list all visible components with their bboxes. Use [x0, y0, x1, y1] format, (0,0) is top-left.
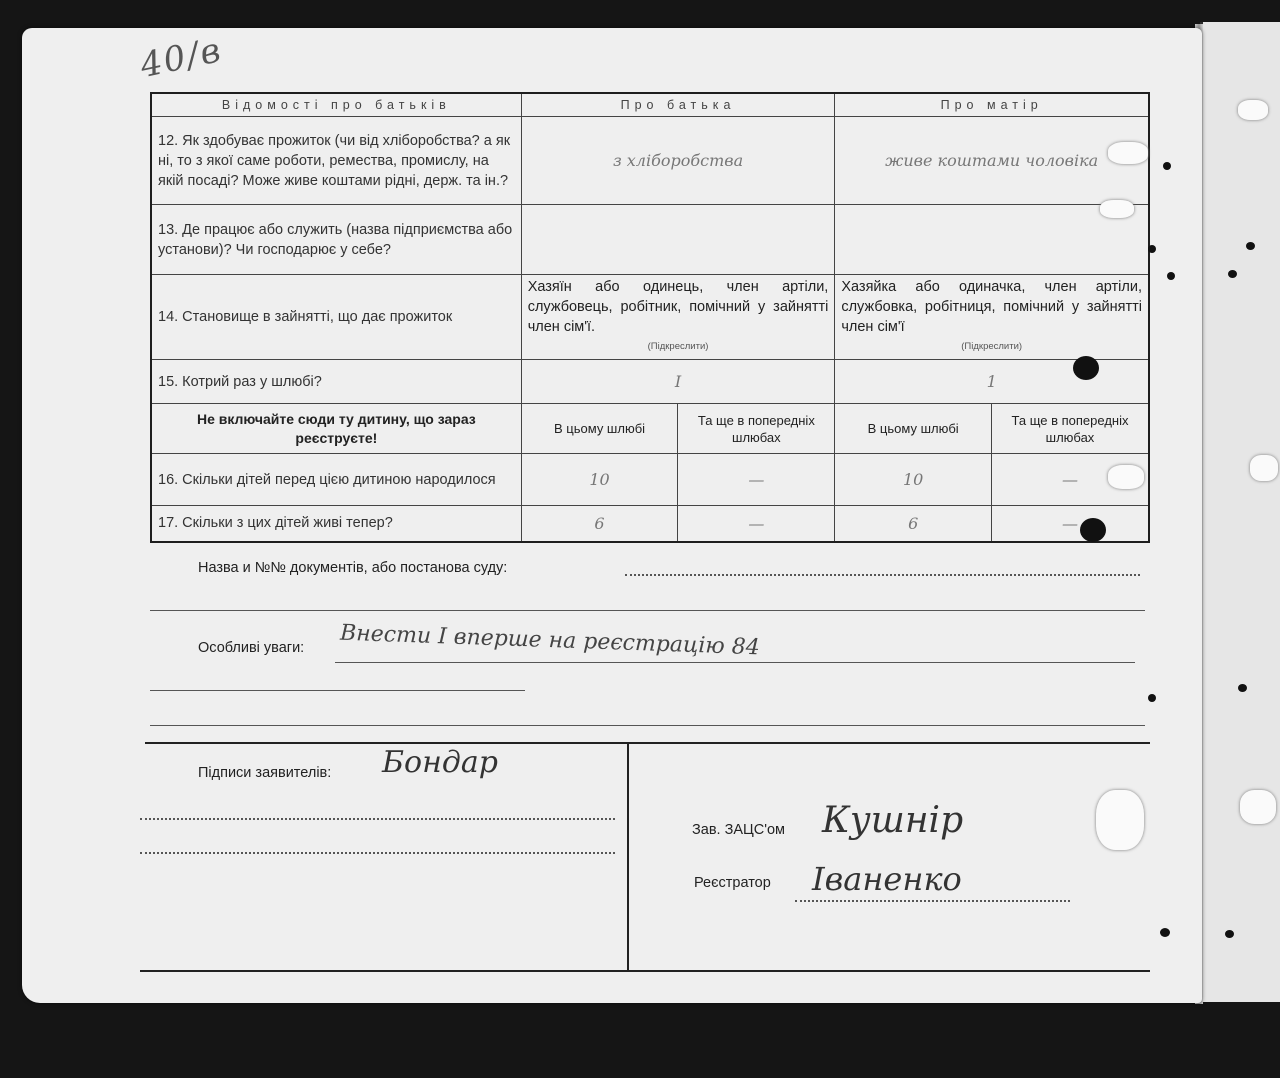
paper-tear: [1250, 455, 1278, 481]
applicants-signature-label: Підписи заявителів:: [198, 765, 332, 781]
registrar-signature: Іваненко: [812, 860, 962, 898]
table-row-q13: [151, 205, 1149, 275]
registrar-label: Реєстратор: [694, 875, 771, 891]
q15-mother: 1: [835, 360, 1149, 404]
q12-mother: живе коштами чоловіка: [835, 117, 1149, 205]
registrar-line: [795, 900, 1070, 902]
punch-hole: [1148, 694, 1156, 702]
remarks-line-1: [335, 662, 1135, 663]
applicants-signature: Бондар: [382, 745, 498, 780]
q14-father-note: (Підкреслити): [647, 341, 709, 352]
bottom-rule: [140, 970, 1150, 972]
q17-label: 17. Скільки з цих дітей живі тепер?: [151, 506, 521, 542]
q16-label: 16. Скільки дітей перед цією дитиною народилося: [151, 454, 521, 506]
punch-hole: [1167, 272, 1175, 280]
applicants-line-2: [140, 852, 615, 854]
father-prev-marriages-header: Та ще в попередніх шлюбах: [678, 404, 835, 454]
documents-label: Назва и №№ документів, або постанова суду:: [198, 560, 508, 576]
q14-father: [521, 275, 835, 360]
header-mother: Про матір: [835, 93, 1149, 117]
punch-hole: [1073, 356, 1099, 380]
q16-father-prev: —: [678, 454, 835, 506]
q16-mother-prev: —: [991, 454, 1149, 506]
documents-line-2: [150, 610, 1145, 611]
q12-label: 12. Як здобуває прожиток (чи від хліборобства? а як ні, то з якої саме роботи, ремества, промислу, на якій посаді? Може живе коштами рідні, держ. та ін.?: [151, 117, 521, 205]
table-row-q14: [151, 275, 1149, 360]
q14-mother-text: Хазяйка або одиначка, член артіли, службовка, робітниця, помічний у зайнятті член сім'ї: [841, 279, 1142, 335]
punch-hole: [1160, 928, 1170, 937]
q13-label: 13. Де працює або служить (назва підприємства або установи)? Чи господарює у себе?: [151, 205, 521, 275]
header-father: Про батька: [521, 93, 835, 117]
q17-mother-prev: —: [991, 506, 1149, 542]
table-header-row: [151, 93, 1149, 117]
table-row-q17: [151, 506, 1149, 542]
table-row-children-subheader: [151, 404, 1149, 454]
documents-field: [625, 574, 1140, 576]
remarks-value: Внести І вперше на реєстрацію 84: [339, 620, 761, 661]
q14-label: 14. Становище в зайнятті, що дає прожиток: [151, 275, 521, 360]
folio-number: 40/в: [136, 29, 226, 87]
children-note: Не включайте сюди ту дитину, що зараз реєструєте!: [151, 404, 521, 454]
signature-divider: [627, 742, 629, 972]
q15-father: І: [521, 360, 835, 404]
remarks-line-2: [150, 690, 525, 691]
punch-hole: [1246, 242, 1255, 250]
q16-father-this: 10: [521, 454, 678, 506]
applicants-line-1: [140, 818, 615, 820]
paper-tear: [1096, 790, 1144, 850]
table-row-q16: [151, 454, 1149, 506]
mother-this-marriage-header: В цьому шлюбі: [835, 404, 992, 454]
remarks-line-3: [150, 725, 1145, 726]
q17-father-this: 6: [521, 506, 678, 542]
table-row-q15: [151, 360, 1149, 404]
paper-tear: [1108, 465, 1144, 489]
adjacent-page: [1200, 22, 1280, 1002]
punch-hole: [1163, 162, 1171, 170]
q17-mother-this: 6: [835, 506, 992, 542]
paper-tear: [1100, 200, 1134, 218]
section-divider: [145, 742, 1150, 744]
punch-hole: [1225, 930, 1234, 938]
header-parents-info: Відомості про батьків: [151, 93, 521, 117]
mother-prev-marriages-header: Та ще в попередніх шлюбах: [991, 404, 1149, 454]
q14-mother-note: (Підкреслити): [961, 341, 1023, 352]
paper-tear: [1240, 790, 1276, 824]
q14-mother: [835, 275, 1149, 360]
punch-hole: [1080, 518, 1106, 542]
table-row-q12: [151, 117, 1149, 205]
punch-hole: [1238, 684, 1247, 692]
paper-tear: [1108, 142, 1148, 164]
punch-hole: [1228, 270, 1237, 278]
head-label: Зав. ЗАЦС'ом: [692, 822, 786, 838]
father-this-marriage-header: В цьому шлюбі: [521, 404, 678, 454]
q14-father-text: Хазяїн або одинець, член артіли, службовець, робітник, помічний у зайнятті член сім'ї.: [527, 279, 829, 335]
remarks-label: Особливі уваги:: [198, 640, 305, 656]
q13-father: [521, 205, 835, 275]
q16-mother-this: 10: [835, 454, 992, 506]
q12-father: з хліборобства: [521, 117, 835, 205]
q15-label: 15. Котрий раз у шлюбі?: [151, 360, 521, 404]
head-signature: Кушнір: [822, 800, 964, 841]
parents-info-table: [150, 92, 1150, 543]
paper-tear: [1238, 100, 1268, 120]
punch-hole: [1148, 245, 1156, 253]
q17-father-prev: —: [678, 506, 835, 542]
